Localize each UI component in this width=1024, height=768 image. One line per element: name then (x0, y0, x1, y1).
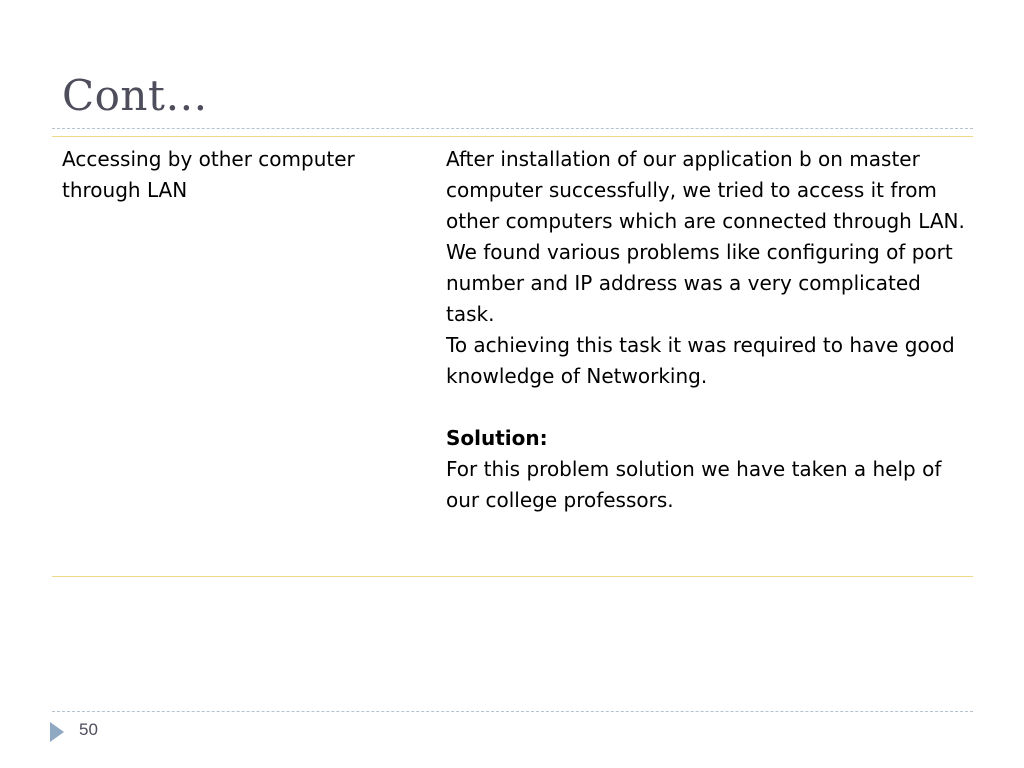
page-number: 50 (79, 720, 98, 739)
title-divider (52, 128, 973, 129)
footer-divider (52, 711, 973, 712)
table-bottom-rule (52, 576, 973, 577)
details-paragraph: We found various problems like configuring of port number and IP address was a very complicated task. (446, 240, 953, 326)
triangle-bullet-icon (50, 722, 64, 742)
table-top-rule (52, 136, 973, 137)
slide-title: Cont… (62, 71, 208, 120)
solution-heading: Solution: (446, 426, 548, 450)
table-cell-issue: Accessing by other computer through LAN (62, 147, 355, 202)
blank-line (446, 392, 971, 423)
table-cell-details (446, 144, 971, 516)
solution-text: For this problem solution we have taken a help of our college professors. (446, 457, 942, 512)
details-paragraph: After installation of our application b on master computer successfully, we tried to access it from other computers which are connected through LAN. (446, 147, 965, 233)
details-paragraph: To achieving this task it was required to have good knowledge of Networking. (446, 333, 955, 388)
